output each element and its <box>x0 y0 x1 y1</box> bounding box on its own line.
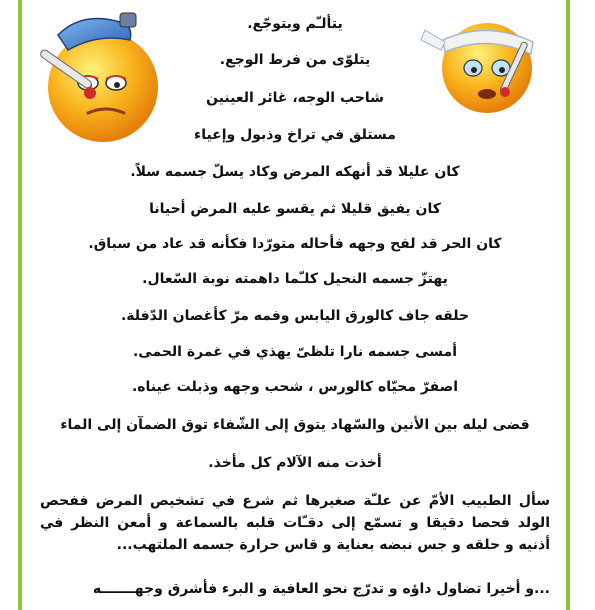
line-3: شاحب الوجه، غائر العينين <box>206 90 384 106</box>
line-1: يتألـّم ويتوجّع. <box>247 16 343 32</box>
line-11: اصفرّ محيّاه كالورس ، شحب وجهه وذبلت عيناه. <box>131 379 459 395</box>
line-2: يتلوّى من فرط الوجع. <box>219 52 371 68</box>
line-5: كان عليلا قد أنهكه المرض وكاد يسلّ جسمه سلاً. <box>130 164 460 180</box>
line-12: قضى ليله بين الأنين والسّهاد يتوق إلى الشّفاء توق الضمآن إلى الماء <box>60 417 530 433</box>
paragraph-diagnosis: سأل الطبيب الأمّ عن علـّة صغيرها ثم شرع في تشخيص المرض ففحص الولد فحصا دقيقا و تسمّع إلى دقـّات قلبه بالسماعة و أمعن النظر في أذنيه و حلقه و جس نبضه بعناية و قاس حرارة جسمه الملتهب... <box>40 493 550 553</box>
text-lines <box>40 0 550 490</box>
line-6: كان يفيق قليلا ثم يقسو عليه المرض أحيانا <box>149 201 441 217</box>
line-7: كان الحر قد لفح وجهه فأحاله متورّدا فكأنه قد عاد من سباق. <box>88 236 502 252</box>
paragraph-recovery: ...و أخيرا تضاول داؤه و تدرّج نحو العافية و البرء فأشرق وجهـــــــه <box>92 581 550 597</box>
line-8: يهتزّ جسمه النحيل كلـّما داهمته نوبة السّعال. <box>142 271 448 287</box>
line-10: أمسى جسمه نارا تلظىّ يهذي في غمرة الحمى. <box>132 344 458 360</box>
line-4: مستلق في تراخ وذبول وإعياء <box>194 127 396 143</box>
line-9: حلقه جاف كالورق اليابس وفمه مرّ كأغصان الدّفلة. <box>120 308 470 324</box>
line-13: أخذت منه الآلام كل مأخذ. <box>208 455 382 471</box>
